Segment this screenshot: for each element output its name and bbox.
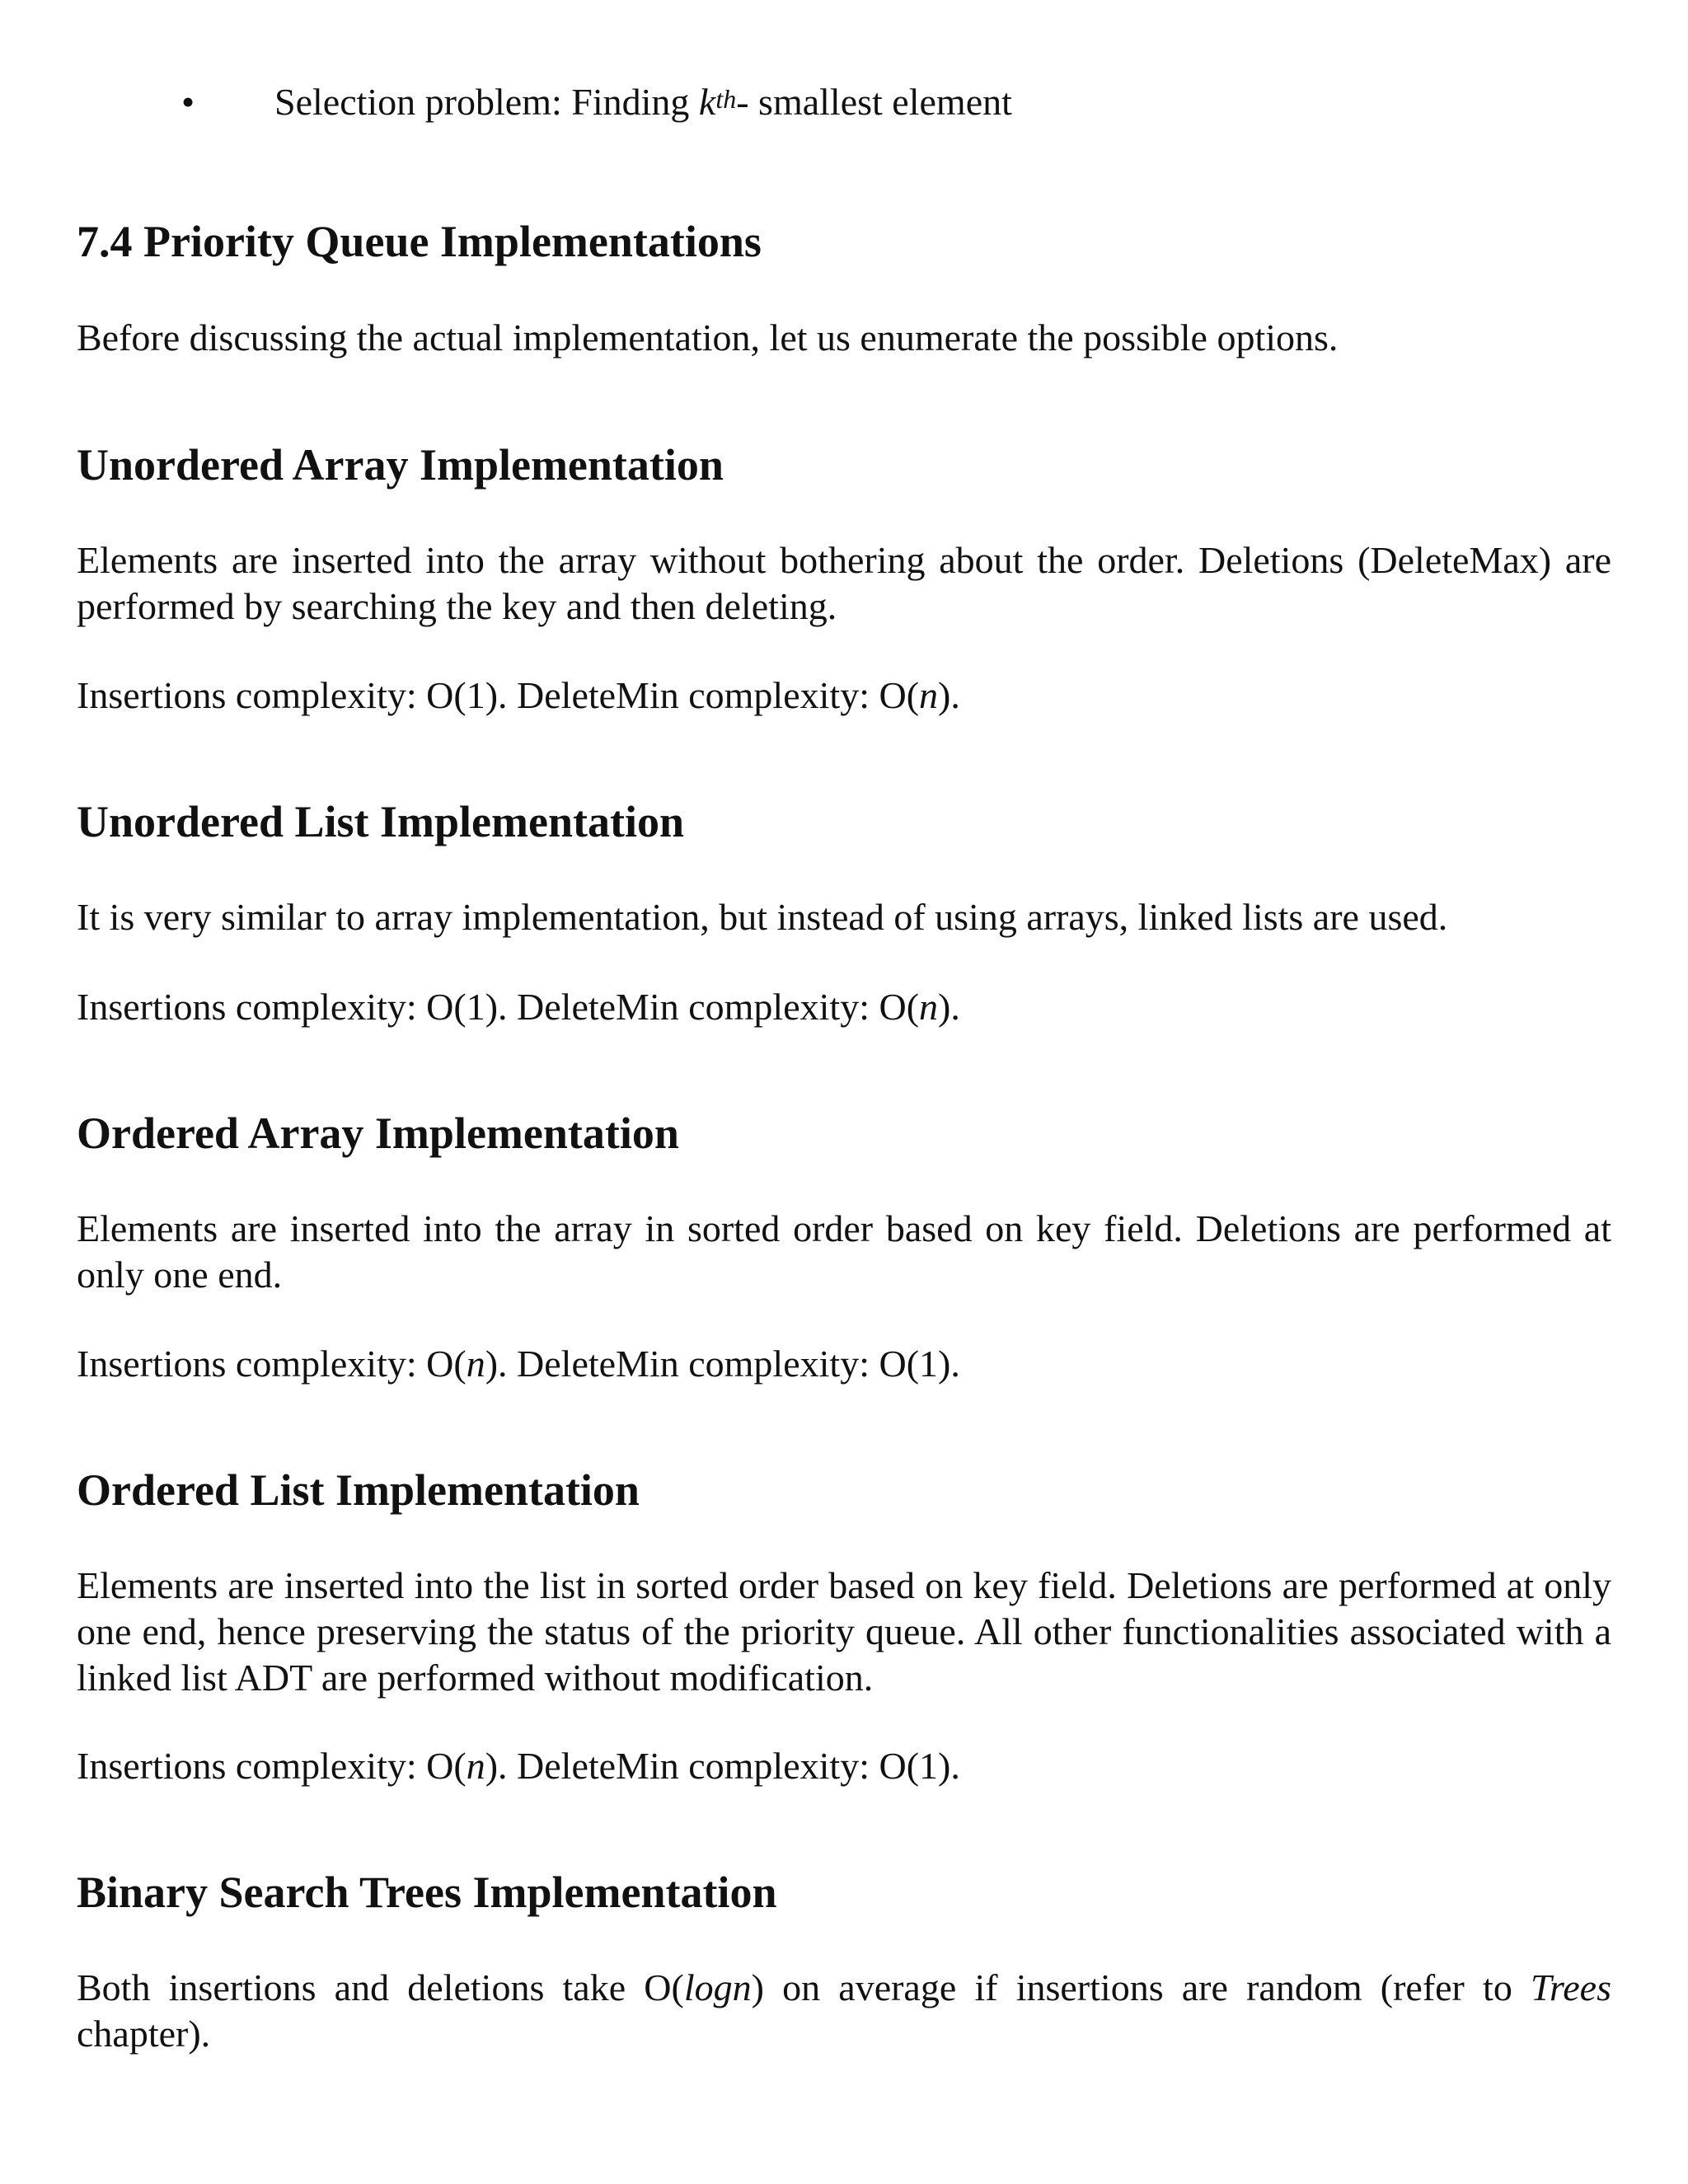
unordered-array-body: Elements are inserted into the array without bothering about the order. Deletions (DeleteMax) are performed by searching the key and then deleting. — [77, 539, 1611, 627]
bst-body — [77, 1965, 1611, 2057]
unordered-list-body: It is very similar to array implementation, but instead of using arrays, linked lists are used. — [77, 896, 1448, 938]
complexity-text: ). DeleteMin complexity: O( — [485, 986, 920, 1028]
complexity-text: ). DeleteMin complexity: O( — [485, 674, 920, 716]
ordered-array-body: Elements are inserted into the array in sorted order based on key field. Deletions are performed at only one end. — [77, 1207, 1611, 1296]
complexity-text: ). — [938, 1343, 960, 1385]
bst-text: chapter). — [77, 2013, 211, 2055]
complexity-text: Insertions complexity: O( — [77, 1343, 467, 1385]
complexity-delete-value: 1 — [919, 1343, 939, 1385]
bst-trees-reference: Trees — [1531, 1966, 1611, 2008]
unordered-list-heading: Unordered List Implementation — [77, 797, 684, 846]
unordered-array-heading: Unordered Array Implementation — [77, 440, 724, 490]
complexity-delete-value: n — [919, 986, 939, 1028]
ordered-list-body: Elements are inserted into the list in sorted order based on key field. Deletions are performed at only one end, hence preserving the status of the priority queue. All other functionalities associated with a linked list ADT are performed without modification. — [77, 1564, 1611, 1699]
bullet-text — [274, 78, 1012, 126]
ordered-array-complexity — [77, 1341, 1611, 1387]
bullet-marker: • — [181, 81, 195, 123]
section-heading: 7.4 Priority Queue Implementations — [77, 217, 762, 266]
section-intro: Before discussing the actual implementation, let us enumerate the possible options. — [77, 316, 1339, 359]
complexity-text: Insertions complexity: O( — [77, 674, 467, 716]
complexity-text: ). — [938, 986, 960, 1028]
bst-logn: logn — [683, 1966, 752, 2008]
complexity-insert-value: n — [466, 1745, 485, 1787]
complexity-text: ). — [938, 674, 960, 716]
bullet-superscript: th — [715, 84, 737, 114]
bullet-k: k — [698, 81, 716, 123]
bullet-text-before: Selection problem: Finding — [274, 81, 699, 123]
complexity-text: ). DeleteMin complexity: O( — [485, 1745, 920, 1787]
ordered-list-heading: Ordered List Implementation — [77, 1465, 640, 1515]
bst-heading: Binary Search Trees Implementation — [77, 1868, 777, 1917]
unordered-array-complexity — [77, 673, 1611, 719]
complexity-text: Insertions complexity: O( — [77, 1745, 467, 1787]
complexity-insert-value: 1 — [466, 986, 485, 1028]
ordered-array-heading: Ordered Array Implementation — [77, 1108, 679, 1158]
complexity-delete-value: n — [919, 674, 939, 716]
complexity-delete-value: 1 — [919, 1745, 939, 1787]
bst-text: ) on average if insertions are random (refer to — [751, 1966, 1531, 2008]
unordered-list-complexity — [77, 984, 1611, 1030]
ordered-list-complexity — [77, 1743, 1611, 1789]
complexity-insert-value: n — [466, 1343, 485, 1385]
complexity-insert-value: 1 — [466, 674, 485, 716]
bullet-text-after: - smallest element — [736, 81, 1012, 123]
complexity-text: ). — [938, 1745, 960, 1787]
complexity-text: ). DeleteMin complexity: O( — [485, 1343, 920, 1385]
bst-text: Both insertions and deletions take O( — [77, 1966, 684, 2008]
complexity-text: Insertions complexity: O( — [77, 986, 467, 1028]
